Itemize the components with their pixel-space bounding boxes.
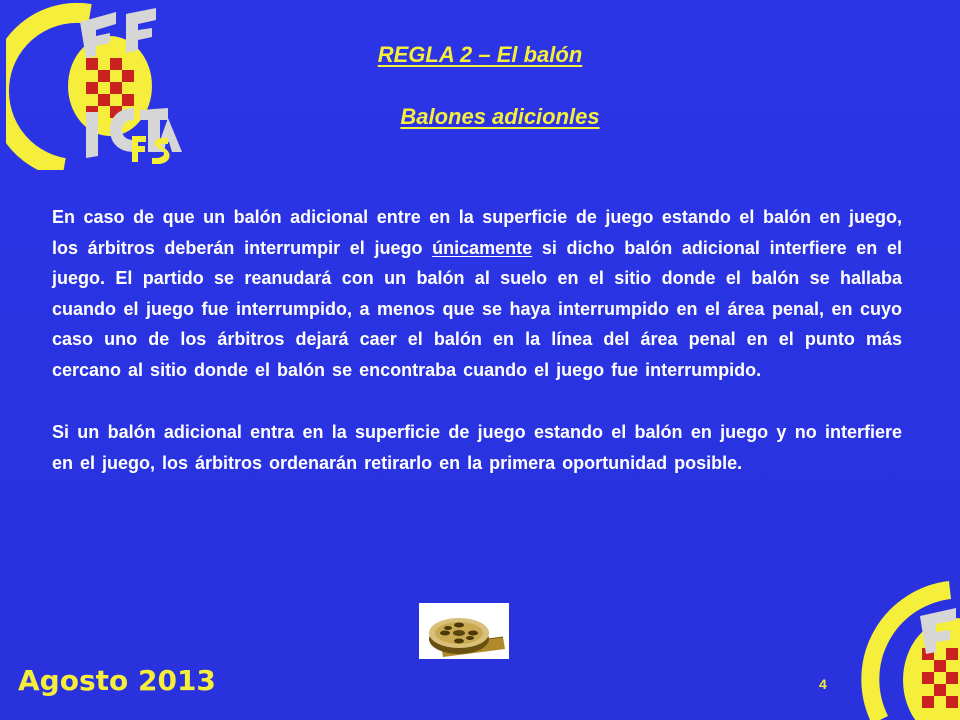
slide-title: REGLA 2 – El balón <box>377 42 583 67</box>
paragraph-2: Si un balón adicional entra en la superficie de juego estando el balón en juego y no interfiere en el juego, los árbitros ordenarán retirarlo en la primera oportunidad posible. <box>52 422 902 473</box>
rfef-cta-fs-crest-icon <box>6 0 192 170</box>
rfef-crest-partial-icon <box>840 570 960 720</box>
slide-subtitle: Balones adicionles <box>400 104 600 129</box>
paragraph-1-start: En caso de que un balón adicional entre en la superficie de juego estando el balón en juego, los árbitros deberán interrumpir el juego <box>52 207 902 258</box>
film-reel-icon[interactable] <box>419 603 509 659</box>
date-footer: Agosto 2013 <box>18 664 216 697</box>
paragraph-1 <box>52 202 902 385</box>
page-number: 4 <box>819 676 827 692</box>
paragraph-1-underlined-word: únicamente <box>432 237 533 258</box>
slide-body <box>52 202 902 510</box>
paragraph-1-end: si dicho balón adicional interfiere en el juego. El partido se reanudará con un balón al suelo en el sitio donde el balón se hallaba cuando el juego fue interrumpido, a menos que se haya interrumpido en el área penal, en cuyo caso uno de los árbitros dejará caer el balón en la línea del área penal en el punto más cercano al sitio donde el balón se encontraba cuando el juego fue interrumpido. <box>52 237 902 380</box>
